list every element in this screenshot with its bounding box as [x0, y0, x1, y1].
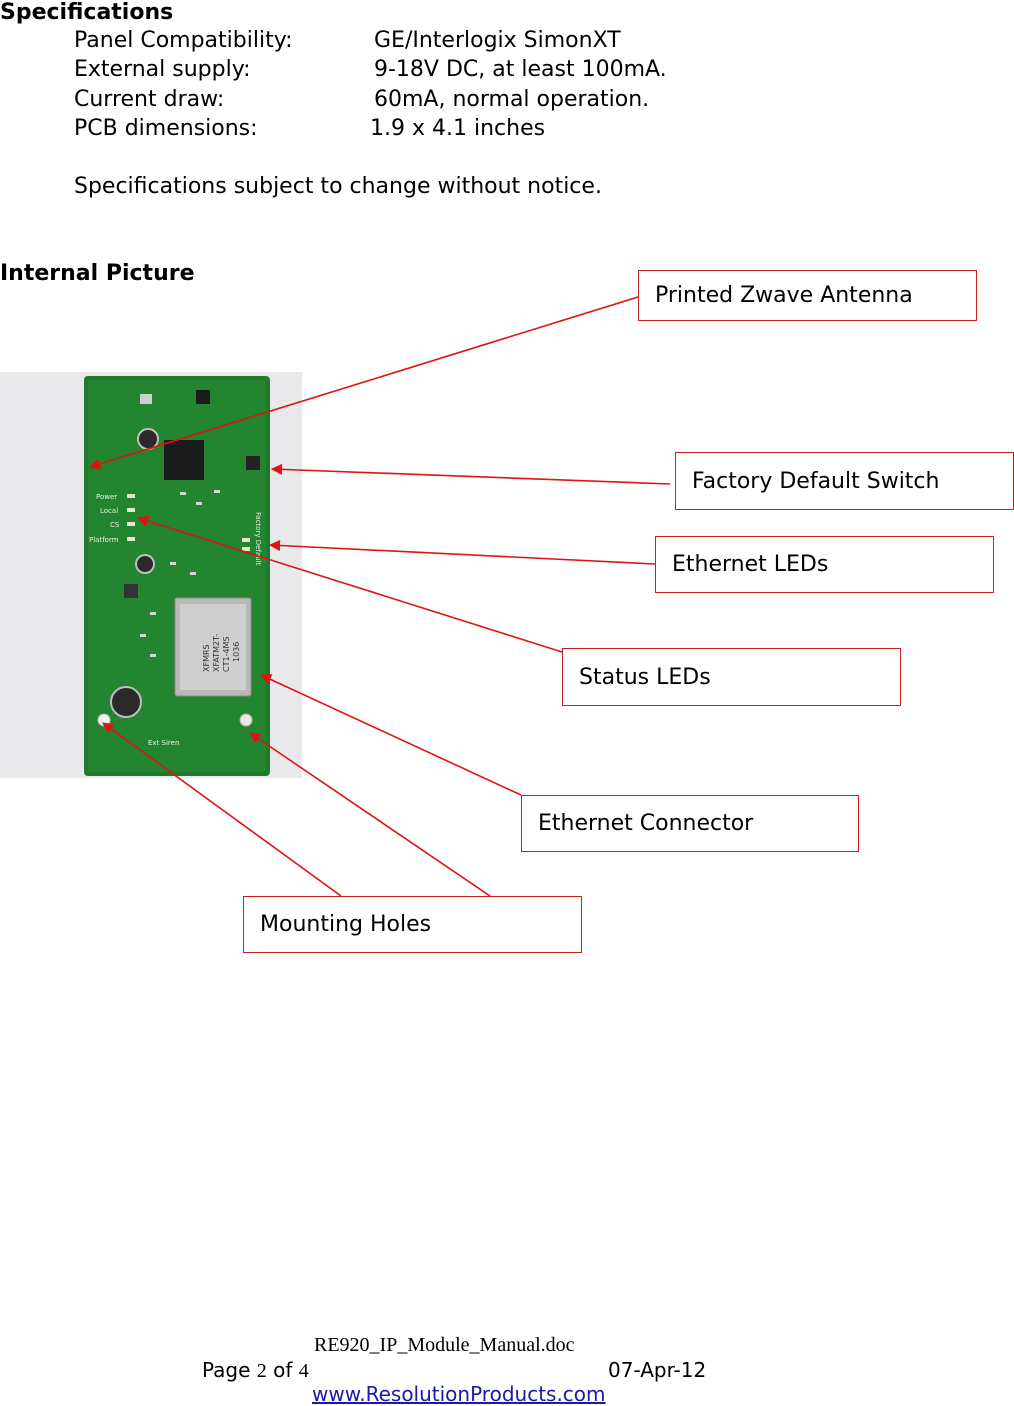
- internal-picture-heading: Internal Picture: [0, 261, 195, 286]
- footer-page: [202, 1358, 309, 1383]
- footer-date: 07-Apr-12: [608, 1358, 707, 1382]
- pcb-photo: [0, 372, 302, 778]
- callout-factory-switch: [675, 452, 1014, 510]
- silk-power: Power: [96, 493, 118, 501]
- footer-url-link[interactable]: www.ResolutionProducts.com: [312, 1382, 606, 1406]
- callout-mounting-holes-label: Mounting Holes: [260, 912, 432, 937]
- specifications-heading: Specifications: [0, 0, 174, 25]
- jack-text-1: XFMRS: [202, 644, 211, 672]
- factory-switch-graphic: [246, 456, 260, 470]
- spec-value-pcb: 1.9 x 4.1 inches: [370, 116, 546, 141]
- callout-antenna: [638, 270, 977, 321]
- footer-page-total: 4: [298, 1360, 309, 1382]
- mounting-hole-left: [98, 714, 110, 726]
- arrow-factory-switch: [272, 469, 670, 484]
- spec-label-current: Current draw:: [74, 87, 225, 112]
- callout-ethernet-connector: [521, 795, 859, 852]
- callout-antenna-label: Printed Zwave Antenna: [655, 283, 913, 308]
- spec-value-current: 60mA, normal operation.: [374, 87, 650, 112]
- spec-note: Specifications subject to change without notice.: [74, 174, 602, 199]
- callout-ethernet-leds-label: Ethernet LEDs: [672, 552, 829, 577]
- callout-ethernet-connector-label: Ethernet Connector: [538, 811, 754, 836]
- footer-page-word: Page: [202, 1358, 251, 1382]
- spec-label-pcb: PCB dimensions:: [74, 116, 258, 141]
- main-chip: [164, 440, 204, 480]
- footer-filename: RE920_IP_Module_Manual.doc: [314, 1334, 575, 1356]
- silk-ext-siren: Ext Siren: [148, 739, 180, 747]
- silk-cs: CS: [110, 521, 120, 529]
- silk-local: Local: [100, 507, 119, 515]
- spec-value-panel: GE/Interlogix SimonXT: [374, 28, 621, 53]
- silk-factory: Factory Default: [254, 512, 262, 566]
- footer-of-word: of: [273, 1358, 293, 1382]
- callout-status-leds: [562, 648, 901, 706]
- jack-text-4: 1036: [232, 641, 241, 662]
- arrow-ethernet-leds: [270, 545, 655, 564]
- jack-text-3: CT1-4MS: [222, 636, 231, 672]
- spec-label-supply: External supply:: [74, 57, 251, 82]
- callout-mounting-holes: [243, 896, 582, 953]
- footer-page-num: 2: [256, 1360, 267, 1382]
- mounting-hole-right: [240, 714, 252, 726]
- callout-factory-switch-label: Factory Default Switch: [692, 468, 940, 494]
- callout-status-leds-label: Status LEDs: [579, 664, 711, 690]
- callout-ethernet-leds: [655, 536, 994, 593]
- silk-platform: Platform: [89, 536, 119, 544]
- jack-text-2: XFATM2T-: [212, 633, 221, 672]
- spec-value-supply: 9-18V DC, at least 100mA.: [374, 57, 667, 82]
- spec-label-panel: Panel Compatibility:: [74, 28, 293, 53]
